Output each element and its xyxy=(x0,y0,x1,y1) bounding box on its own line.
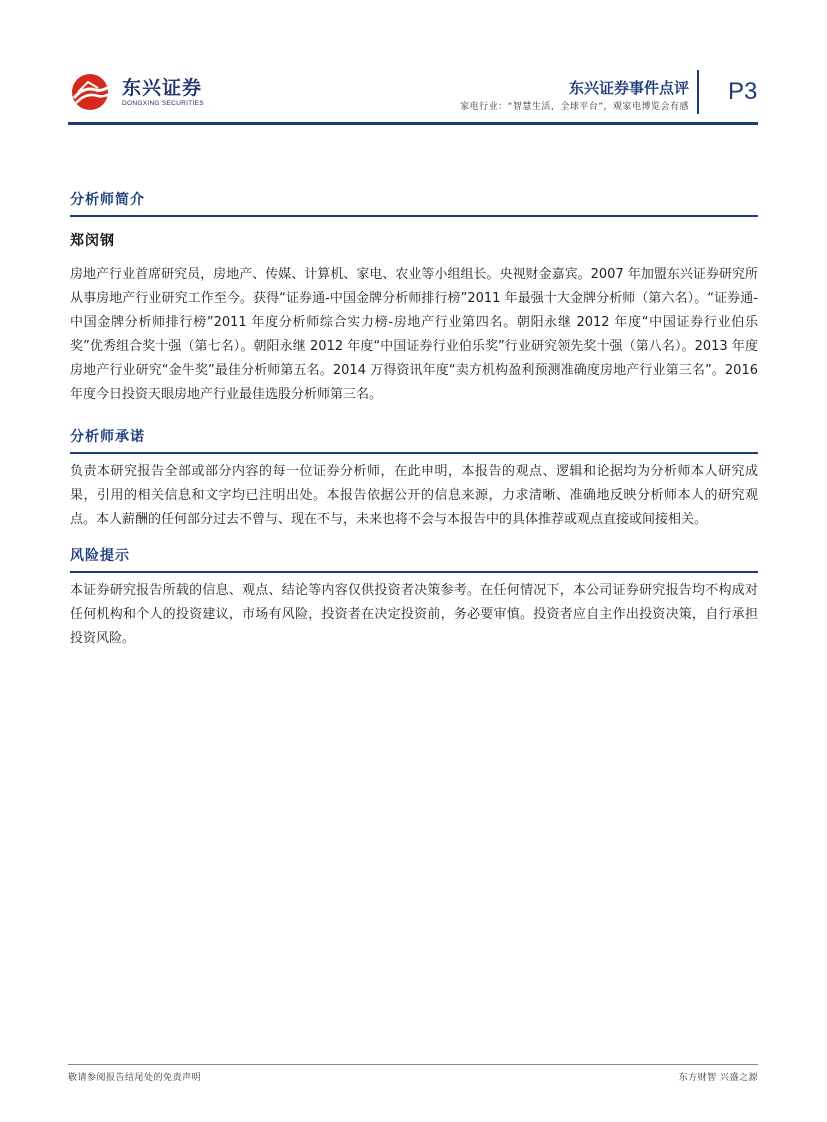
header-rule xyxy=(68,122,758,125)
main-content xyxy=(70,190,758,661)
logo-company-en: DONGXING SECURITIES xyxy=(122,99,204,107)
footer-slogan: 东方财智 兴盛之源 xyxy=(678,1073,758,1083)
risk-warning-text: 本证券研究报告所载的信息、观点、结论等内容仅供投资者决策参考。在任何情况下，本公司证券研究报告均不构成对任何机构和个人的投资建议，市场有风险，投资者在决定投资前，务必要审慎。投资者应自主作出投资决策，自行承担投资风险。 xyxy=(70,583,758,646)
header-divider xyxy=(697,70,699,114)
company-logo xyxy=(68,72,204,112)
logo-company-cn: 东兴证券 xyxy=(122,76,203,99)
page-number: P3 xyxy=(728,78,758,105)
analyst-commitment-section xyxy=(70,427,758,532)
analyst-bio: 房地产行业首席研究员，房地产、传媒、计算机、家电、农业等小组组长。央视财金嘉宾。2007 年加盟东兴证券研究所从事房地产行业研究工作至今。获得“证券通-中国金牌分析师排行榜”2011 年最强十大金牌分析师（第六名）。“证券通-中国金牌分析师排行榜”2011 年度分析师综合实力榜-房地产行业第四名。朝阳永继 2012 年度“中国证券行业伯乐奖”优秀组合奖十强（第七名）。朝阳永继 2012 年度“中国证券行业伯乐奖”行业研究领先奖十强（第八名）。2013 年度房地产行业研究“金牛奖”最佳分析师第五名。2014 万得资讯年度“卖方机构盈利预测准确度房地产行业第三名”。2016 年度今日投资天眼房地产行业最佳选股分析师第三名。 xyxy=(70,267,758,402)
footer-disclaimer-note: 敬请参阅报告结尾处的免责声明 xyxy=(68,1073,202,1083)
analyst-commitment-text: 负责本研究报告全部或部分内容的每一位证券分析师，在此申明，本报告的观点、逻辑和论据均为分析师本人研究成果，引用的相关信息和文字均已注明出处。本报告依据公开的信息来源，力求清晰、准确地反映分析师本人的研究观点。本人薪酬的任何部分过去不曾与、现在不与，未来也将不会与本报告中的具体推荐或观点直接或间接相关。 xyxy=(70,464,758,527)
section-title-analyst-commitment: 分析师承诺 xyxy=(70,427,758,454)
section-title-risk-warning: 风险提示 xyxy=(70,546,758,573)
section-title-analyst-intro: 分析师简介 xyxy=(70,190,758,217)
report-subtitle: 家电行业：“智慧生活，全球平台”，观家电博览会有感 xyxy=(460,102,689,112)
risk-warning-section xyxy=(70,546,758,651)
report-type: 东兴证券事件点评 xyxy=(568,79,689,97)
page-header xyxy=(0,0,827,130)
footer-rule xyxy=(68,1064,758,1065)
analyst-intro-section xyxy=(70,190,758,407)
dongxing-logo-icon xyxy=(68,72,116,112)
analyst-name: 郑闵钢 xyxy=(70,233,115,249)
